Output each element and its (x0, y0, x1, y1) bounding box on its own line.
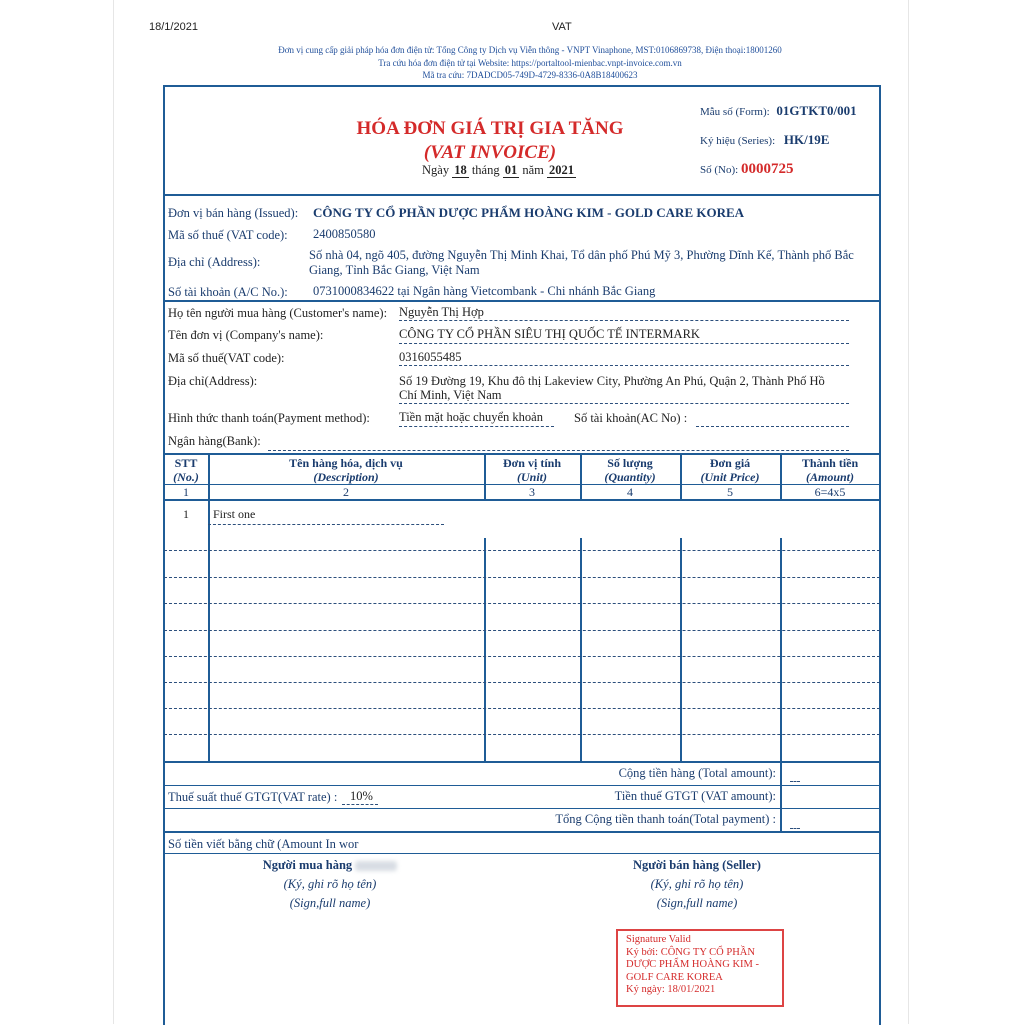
no-value: 0000725 (740, 161, 794, 177)
seller-tax-label: Mã số thuế (VAT code): (168, 228, 288, 242)
dotted-line (399, 365, 849, 366)
invoice-subtitle: (VAT INVOICE) (423, 142, 557, 163)
provider-line-1: Đơn vị cung cấp giải pháp hóa đơn điện tử: Tổng Công ty Dịch vụ Viễn thông - VNPT Vinaphone, MST:0106869738, Điện thoại:18001260 (278, 45, 782, 55)
stamp-line: Ký ngày: 18/01/2021 (626, 984, 716, 995)
divider (164, 785, 880, 786)
buyer-sign-en: (Sign,full name) (289, 896, 371, 910)
seller-address-line-2: Giang, Tỉnh Bắc Giang, Việt Nam (309, 263, 480, 277)
table-row-empty (164, 656, 880, 657)
col-header-amount: Thành tiền (Amount) (801, 456, 859, 484)
col-divider (580, 538, 582, 761)
col-index: 3 (529, 485, 535, 499)
table-row-no: 1 (183, 507, 189, 521)
seller-signature-title: Người bán hàng (Seller) (633, 858, 761, 872)
buyer-address-line-1: Số 19 Đường 19, Khu đô thị Lakeview City, Phường An Phú, Quận 2, Thành Phố Hồ (399, 374, 825, 388)
divider (164, 194, 880, 196)
page-edge-left (113, 0, 114, 1024)
vat-rate-value: 10% (350, 789, 373, 803)
form-number (700, 103, 857, 119)
buyer-company-value: CÔNG TY CỔ PHẦN SIÊU THỊ QUỐC TẾ INTERMARK (399, 327, 700, 341)
date-day: 18 (454, 163, 467, 177)
stamp-line: Ký bởi: CÔNG TY CỔ PHẦN (626, 946, 755, 958)
col-divider (680, 538, 682, 761)
date-prefix: Ngày (422, 163, 450, 177)
dotted-line (399, 343, 849, 344)
buyer-address-line-2: Chí Minh, Việt Nam (399, 388, 502, 402)
seller-address-label: Địa chỉ (Address): (168, 255, 261, 269)
print-title: VAT (552, 21, 572, 33)
buyer-tax-value: 0316055485 (399, 350, 462, 364)
stamp-line: GOLF CARE KOREA (626, 971, 723, 983)
provider-line-3: Mã tra cứu: 7DADCD05-749D-4729-8336-0A8B18400623 (422, 70, 638, 80)
col-header-unit: Đơn vị tính (Unit) (503, 456, 561, 484)
buyer-name-label: Họ tên người mua hàng (Customer's name): (168, 306, 388, 320)
date-year-label: năm (522, 163, 544, 177)
seller-account-label: Số tài khoản (A/C No.): (168, 285, 288, 299)
date-year: 2021 (549, 163, 575, 177)
seller-sign-en: (Sign,full name) (656, 896, 738, 910)
provider-line-2: Tra cứu hóa đơn điện tử tại Website: https://portaltool-mienbac.vnpt-invoice.com.vn (378, 57, 682, 68)
table-row-empty (164, 577, 880, 578)
amount-in-words-label: Số tiền viết bằng chữ (Amount In wor (168, 837, 359, 851)
vat-rate-label: Thuế suất thuế GTGT(VAT rate) : (168, 790, 338, 804)
buyer-company-label: Tên đơn vị (Company's name): (168, 328, 324, 342)
dotted-line (790, 828, 800, 829)
col-header-unit-price: Đơn giá (Unit Price) (700, 456, 760, 484)
seller-issued-label: Đơn vị bán hàng (Issued): (168, 206, 299, 220)
divider (164, 808, 880, 809)
table-bottom (164, 761, 880, 763)
payment-method-value: Tiền mặt hoặc chuyển khoản (399, 410, 543, 424)
stamp-line: Signature Valid (626, 934, 691, 945)
divider (164, 831, 880, 833)
table-row-empty (164, 603, 880, 604)
col-index: 1 (183, 485, 189, 499)
payment-method-label: Hình thức thanh toán(Payment method): (168, 411, 370, 425)
digital-signature-stamp (616, 929, 784, 1007)
buyer-signature-title: Người mua hàng (250, 858, 410, 873)
dotted-line (399, 403, 849, 404)
form-label: Mẫu số (Form): (700, 106, 770, 118)
no-label: Số (No): (700, 164, 739, 176)
table-row-empty (164, 734, 880, 735)
vat-amount-label: Tiền thuế GTGT (VAT amount): (614, 789, 776, 803)
page-edge-right (908, 0, 909, 1024)
buyer-sign-vn: (Ký, ghi rõ họ tên) (283, 877, 377, 891)
col-divider (780, 761, 782, 831)
total-payment-label: Tổng Cộng tiền thanh toán(Total payment) : (555, 812, 776, 826)
stamp-line: DƯỢC PHẨM HOÀNG KIM - (626, 959, 759, 970)
invoice-number (700, 161, 793, 178)
seller-account-value: 0731000834622 tại Ngân hàng Vietcombank - Chi nhánh Bắc Giang (313, 284, 656, 298)
buyer-account-label: Số tài khoản(AC No) : (574, 411, 688, 425)
dotted-line (268, 450, 849, 451)
divider (164, 300, 880, 302)
col-index: 2 (343, 485, 349, 499)
col-index: 5 (727, 485, 733, 499)
series-label: Ký hiệu (Series): (700, 135, 776, 147)
form-value: 01GTKT0/001 (776, 103, 857, 118)
buyer-tax-label: Mã số thuế(VAT code): (168, 351, 285, 365)
buyer-address-label: Địa chỉ(Address): (168, 374, 258, 388)
col-header-no: STT (No.) (173, 456, 199, 484)
dotted-line (790, 781, 800, 782)
dotted-line (208, 524, 444, 525)
table-row-empty (164, 550, 880, 551)
seller-address-line-1: Số nhà 04, ngõ 405, đường Nguyễn Thị Minh Khai, Tổ dân phố Phú Mỹ 3, Phường Dĩnh Kế, Thành phố Bắc (309, 248, 854, 262)
date-month: 01 (504, 163, 518, 177)
col-divider (780, 538, 782, 761)
table-top (164, 453, 880, 455)
col-divider (484, 538, 486, 761)
series-value: HK/19E (783, 132, 830, 147)
table-row-description: First one (213, 507, 256, 521)
seller-issued-value: CÔNG TY CỔ PHẦN DƯỢC PHẨM HOÀNG KIM - GOLD CARE KOREA (313, 205, 745, 220)
dotted-line (399, 320, 849, 321)
dotted-line (399, 426, 554, 427)
total-amount-label: Cộng tiền hàng (Total amount): (618, 766, 776, 780)
seller-sign-vn: (Ký, ghi rõ họ tên) (650, 877, 744, 891)
dotted-line (342, 804, 378, 805)
col-header-quantity: Số lượng (Quantity) (604, 456, 656, 484)
divider (164, 853, 880, 854)
invoice-title: HÓA ĐƠN GIÁ TRỊ GIA TĂNG (356, 118, 624, 139)
seller-tax-value: 2400850580 (313, 227, 376, 241)
table-row-empty (164, 708, 880, 709)
table-row-empty (164, 682, 880, 683)
invoice-date (422, 163, 576, 178)
blurred-text (355, 861, 397, 871)
buyer-name-value: Nguyễn Thị Hợp (399, 305, 484, 319)
dotted-line (696, 426, 849, 427)
date-month-label: tháng (471, 163, 500, 177)
col-index: 6=4x5 (814, 485, 846, 499)
col-header-description: Tên hàng hóa, dịch vụ (Description) (289, 456, 403, 484)
provider-info (160, 44, 900, 82)
series-number (700, 132, 829, 148)
bank-label: Ngân hàng(Bank): (168, 434, 261, 448)
table-row-empty (164, 630, 880, 631)
print-date: 18/1/2021 (149, 21, 198, 33)
col-index: 4 (627, 485, 633, 499)
